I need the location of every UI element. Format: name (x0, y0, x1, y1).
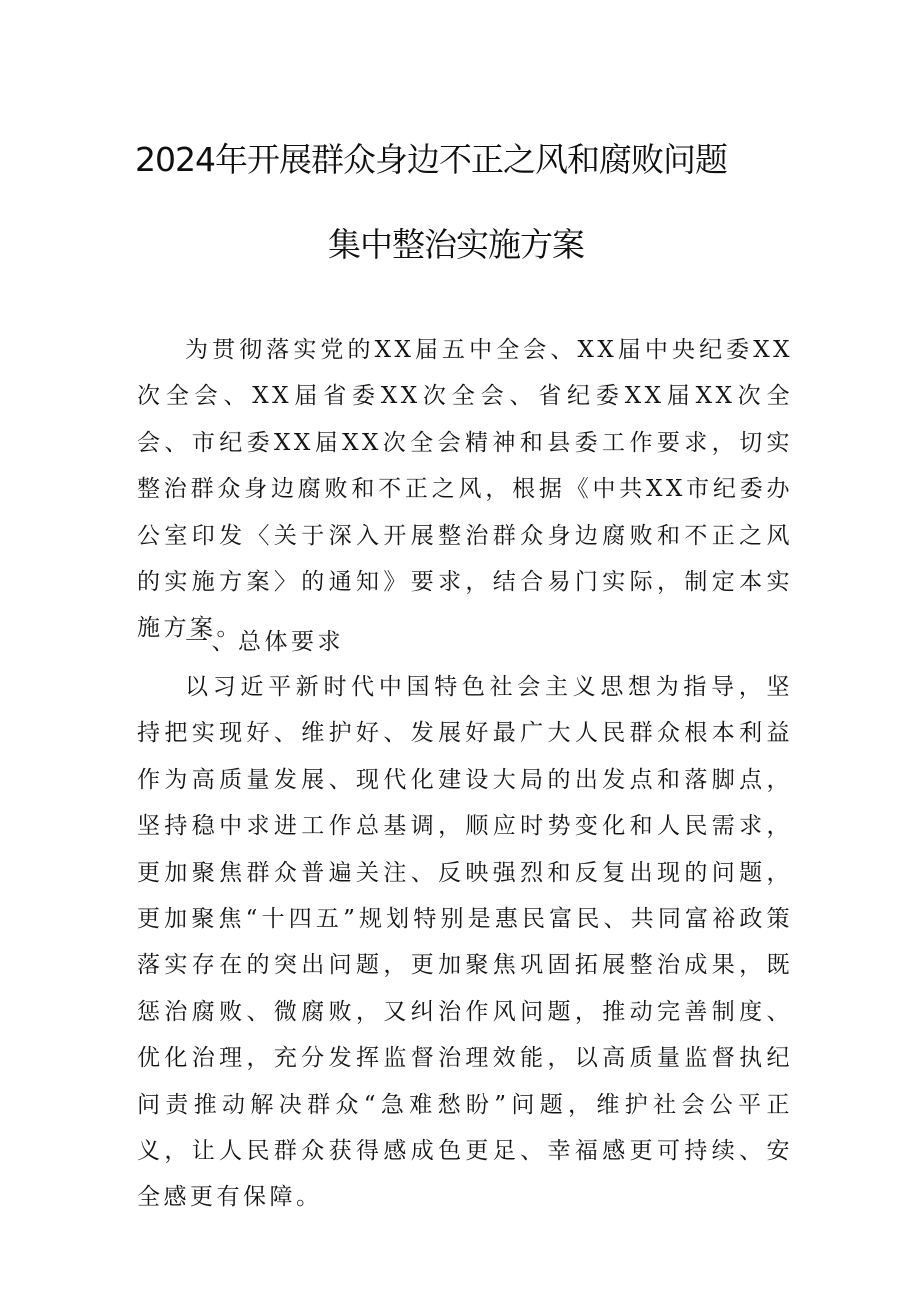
intro-paragraph: 为贯彻落实党的XX届五中全会、XX届中央纪委XX次全会、XX届省委XX次全会、省纪委XX届XX次全会、市纪委XX届XX次全会精神和县委工作要求，切实整治群众身边腐败和不正之风，根据《中共XX市纪委办公室印发〈关于深入开展整治群众身边腐败和不正之风的实施方案〉的通知》要求，结合易门实际，制定本实施方案。 (137, 337, 793, 642)
section-heading-general-requirements: 一、总体要求 (185, 629, 344, 655)
document-title-line-2: 集中整治实施方案 (328, 225, 584, 264)
general-requirements-paragraph: 以习近平新时代中国特色社会主义思想为指导，坚持把实现好、维护好、发展好最广大人民群众根本利益作为高质量发展、现代化建设大局的出发点和落脚点，坚持稳中求进工作总基调，顺应时势变化和人民需求，更加聚焦群众普遍关注、反映强烈和反复出现的问题，更加聚焦“十四五”规划特别是惠民富民、共同富裕政策落实存在的突出问题，更加聚焦巩固拓展整治成果，既惩治腐败、微腐败，又纠治作风问题，推动完善制度、优化治理，充分发挥监督治理效能，以高质量监督执纪问责推动解决群众“急难愁盼”问题，维护社会公平正义，让人民群众获得感成色更足、幸福感更可持续、安全感更有保障。 (137, 674, 793, 1211)
document-title-line-1: 2024年开展群众身边不正之风和腐败问题 (135, 140, 727, 179)
